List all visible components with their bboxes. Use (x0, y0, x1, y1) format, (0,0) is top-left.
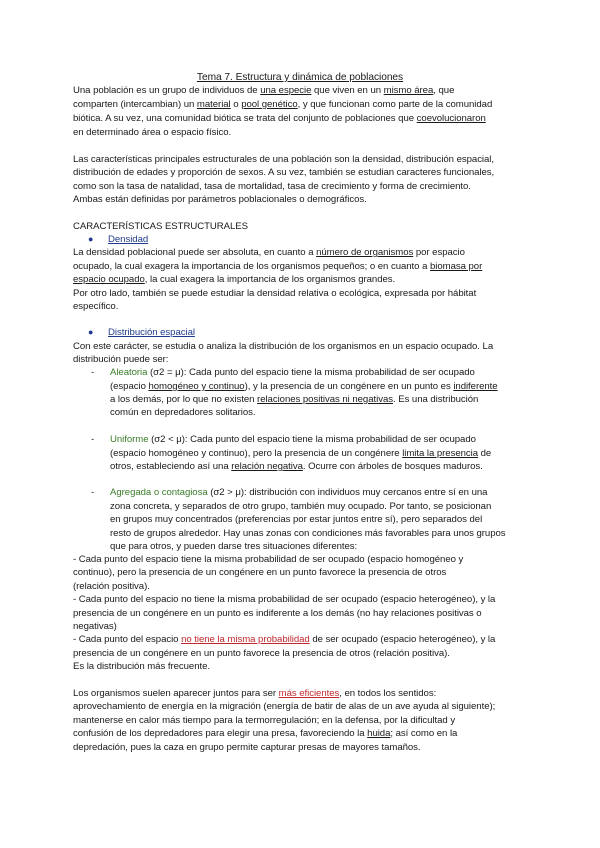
document-title: Tema 7. Estructura y dinámica de poblaciones (196, 72, 404, 83)
underlined-term: número de organismos (316, 247, 414, 258)
aleatoria-line-4: común en depredadores solitarios. (110, 407, 256, 418)
aleatoria-line-3: a los demás, por lo que no existen relaciones positivas ni negativas. Es una distribución (110, 394, 479, 405)
section-heading: CARACTERÍSTICAS ESTRUCTURALES (73, 221, 248, 232)
agregada-line-2: zona concreta, y separados de otro grupo, también muy ocupado. Por tanto, se posicionan (110, 501, 492, 512)
para2-line-3: como son la tasa de natalidad, tasa de mortalidad, tasa de crecimiento y forma de crecimiento. (73, 181, 471, 192)
situacion-line-1: - Cada punto del espacio tiene la misma probabilidad de ser ocupado (espacio homogéneo y (73, 554, 464, 565)
para2-line-4: Ambas están definidas por parámetros poblacionales o demográficos. (73, 194, 367, 205)
final-line-5: depredación, pues la caza en grupo permite capturar presas de mayores tamaños. (73, 742, 421, 753)
underlined-term: homogéneo y continuo (148, 381, 245, 392)
highlighted-term: no tiene la misma probabilidad (181, 634, 310, 645)
densidad-heading: Densidad (108, 234, 149, 245)
bullet-icon: ● (88, 234, 94, 244)
situacion-line-6: negativas) (73, 621, 117, 632)
uniforme-line-1: Uniforme (σ2 < μ): Cada punto del espacio tiene la misma probabilidad de ser ocupado (110, 434, 476, 445)
densidad-line-3: espacio ocupado, la cual exagera la importancia de los organismos grandes. (73, 274, 396, 285)
aleatoria-line-1: Aleatoria (σ2 = μ): Cada punto del espacio tiene la misma probabilidad de ser ocupado (110, 367, 475, 378)
dash-icon: - (91, 367, 95, 378)
underlined-term: coevolucionaron (416, 113, 486, 124)
underlined-term: limita la presencia (402, 448, 479, 459)
situacion-line-5: presencia de un congénere en un punto es indiferente a los demás (no hay relaciones positivas o (73, 608, 482, 619)
situacion-line-2: continuo), pero la presencia de un congénere en un punto favorece la presencia de otros (73, 567, 447, 578)
underlined-term: huida (367, 728, 391, 739)
uniforme-term: Uniforme (110, 434, 149, 445)
distribucion-heading: Distribución espacial (108, 327, 195, 338)
uniforme-line-2: (espacio homogéneo y continuo), pero la presencia de un congénere limita la presencia de (110, 448, 492, 459)
bullet-densidad (88, 233, 148, 247)
distribucion-line-2: distribución puede ser: (73, 354, 169, 365)
agregada-line-4: resto de grupos alrededor. Hay unas zonas con condiciones más favorables para unos grupos (110, 528, 506, 539)
agregada-line-5: que para otros, y pueden darse tres situaciones diferentes: (110, 541, 358, 552)
situacion-line-9: Es la distribución más frecuente. (73, 661, 210, 672)
densidad-line-4: Por otro lado, también se puede estudiar la densidad relativa o ecológica, expresada por hábitat (73, 288, 477, 299)
intro-line-4: en determinado área o espacio físico. (73, 127, 232, 138)
underlined-term: mismo área (383, 85, 434, 96)
bullet-icon: ● (88, 327, 94, 337)
highlighted-term: más eficientes (278, 688, 340, 699)
agregada-line-3: en grupos muy concentrados (preferencias por estar juntos entre sí), pero separados del (110, 514, 483, 525)
final-line-4: confusión de los depredadores para elegir una presa, favoreciendo la huida; así como en la (73, 728, 458, 739)
dash-icon: - (91, 487, 95, 498)
underlined-term: material (196, 99, 231, 110)
para2-line-1: Las características principales estructurales de una población son la densidad, distribución espacial, (73, 154, 494, 165)
agregada-line-1: Agregada o contagiosa (σ2 > μ): distribución con individuos muy cercanos entre sí en una (110, 487, 488, 498)
densidad-line-1: La densidad poblacional puede ser absoluta, en cuanto a número de organismos por espacio (73, 247, 465, 258)
uniforme-line-3: otros, estableciendo así una relación negativa. Ocurre con árboles de bosques maduros. (110, 461, 483, 472)
bullet-distribucion (88, 326, 195, 340)
underlined-term: biomasa por (429, 261, 483, 272)
agregada-term: Agregada o contagiosa (110, 487, 208, 498)
densidad-line-2: ocupado, la cual exagera la importancia de los organismos pequeños; o en cuanto a biomasa por (73, 261, 483, 272)
situacion-line-3: (relación positiva). (73, 581, 150, 592)
underlined-term: indiferente (453, 381, 498, 392)
final-line-1: Los organismos suelen aparecer juntos para ser más eficientes, en todos los sentidos: (73, 688, 437, 699)
underlined-term: relaciones positivas ni negativas (257, 394, 393, 405)
underlined-term: espacio ocupado (73, 274, 145, 285)
para2-line-2: distribución de edades y proporción de sexos. A su vez, también se estudian caracteres funcionales, (73, 167, 495, 178)
final-line-2: aprovechamiento de energía en la migración (energía de batir de alas de un ave ayuda al siguiente); (73, 701, 496, 712)
distribucion-line-1: Con este carácter, se estudia o analiza la distribución de los organismos en un espacio ocupado. La (73, 341, 494, 352)
intro-line-1: Una población es un grupo de individuos de una especie que viven en un mismo área, que (73, 85, 455, 96)
situacion-line-4: - Cada punto del espacio no tiene la misma probabilidad de ser ocupado (espacio heterogéneo), y la (73, 594, 496, 605)
underlined-term: una especie (260, 85, 312, 96)
intro-line-3: biótica. A su vez, una comunidad biótica se trata del conjunto de poblaciones que coevolucionaron (73, 113, 486, 124)
situacion-line-8: presencia de un congénere en un punto favorece la presencia de otros (relación positiva). (73, 648, 450, 659)
aleatoria-line-2: (espacio homogéneo y continuo), y la presencia de un congénere en un punto es indiferente (110, 381, 498, 392)
final-line-3: mantenerse en calor más tiempo para la termorregulación; en la defensa, por la dificultad y (73, 715, 456, 726)
underlined-term: relación negativa (231, 461, 303, 472)
dash-icon: - (91, 434, 95, 445)
densidad-line-5: específico. (73, 301, 119, 312)
situacion-line-7: - Cada punto del espacio no tiene la misma probabilidad de ser ocupado (espacio heterogéneo), y la (73, 634, 496, 645)
aleatoria-term: Aleatoria (110, 367, 148, 378)
intro-line-2: comparten (intercambian) un material o pool genético, y que funcionan como parte de la comunidad (73, 99, 493, 110)
underlined-term: pool genético (241, 99, 298, 110)
